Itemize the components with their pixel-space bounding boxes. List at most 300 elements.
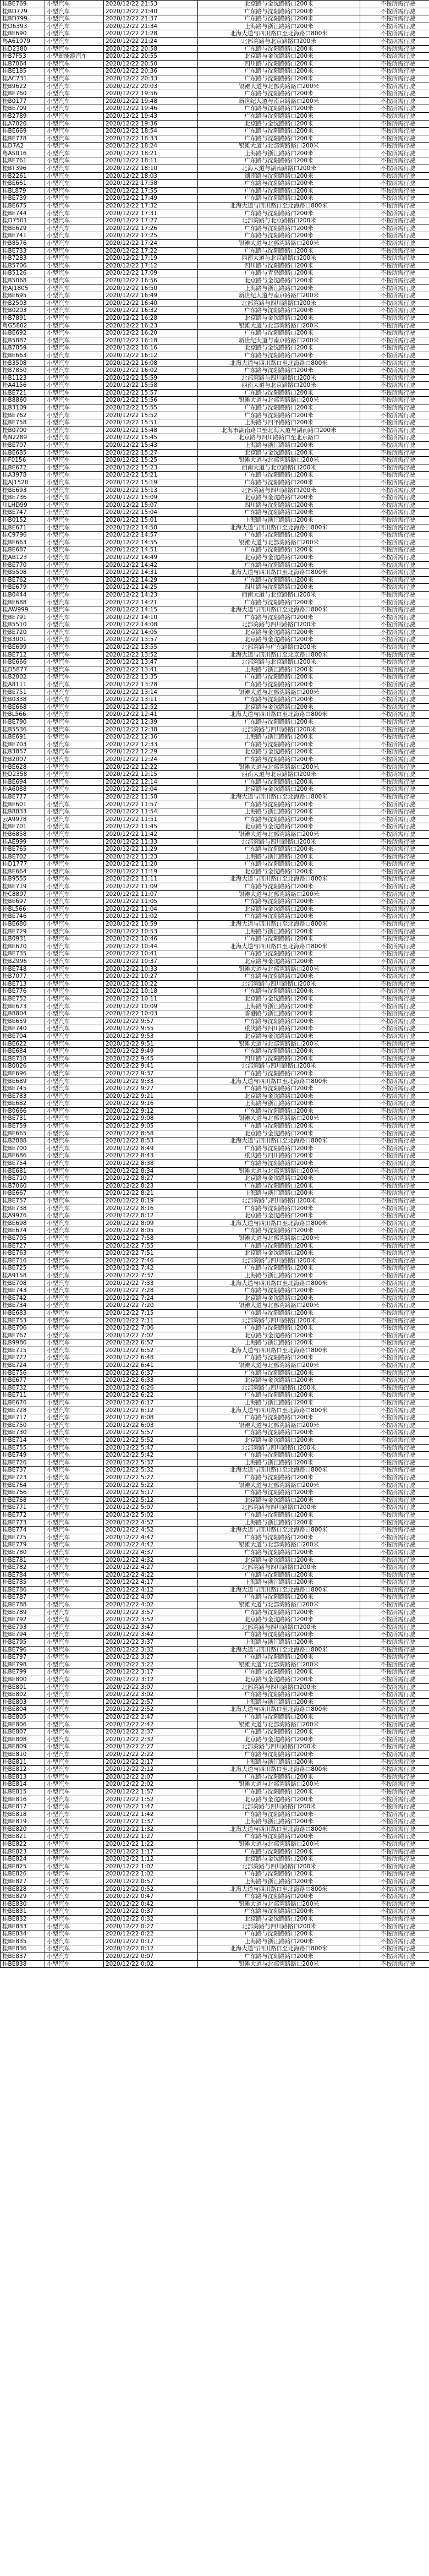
time-cell: 2020/12/22 0:12	[104, 1945, 198, 1953]
time-cell: 2020/12/22 15:52	[104, 412, 198, 419]
violation-cell: 不按所需行驶	[360, 606, 429, 614]
plate-cell: 桂BD779	[1, 8, 45, 15]
plate-cell: 桂BE682	[1, 1100, 45, 1108]
plate-cell: 桂AC731	[1, 75, 45, 83]
violation-cell: 不按所需行驶	[360, 1152, 429, 1160]
location-cell: 北京路与金沈路路口200米	[198, 1796, 360, 1803]
violation-cell: 不按所需行驶	[360, 1467, 429, 1474]
plate-cell: 桂D2358	[1, 771, 45, 779]
location-cell: 北部湾路与广东路路口200米	[198, 644, 360, 652]
location-cell: 上海路与浙江路路口200米	[198, 1272, 360, 1279]
vehicle-type-cell: 小型汽车	[45, 524, 104, 532]
location-cell: 北海大道与四川路口至北海路口800米	[198, 1646, 360, 1654]
table-row	[1, 1504, 429, 1512]
table-row	[1, 703, 429, 711]
violation-cell: 不按所需行驶	[360, 771, 429, 779]
time-cell: 2020/12/22 12:36	[104, 734, 198, 741]
vehicle-type-cell: 小型汽车	[45, 1137, 104, 1145]
violation-cell: 不按所需行驶	[360, 801, 429, 808]
vehicle-type-cell: 小型汽车	[45, 1713, 104, 1721]
violation-cell: 不按所需行驶	[360, 1085, 429, 1093]
table-row	[1, 1729, 429, 1736]
time-cell: 2020/12/22 3:37	[104, 1639, 198, 1647]
time-cell: 2020/12/22 0:27	[104, 1923, 198, 1930]
plate-cell: 桂BE692	[1, 330, 45, 337]
table-row	[1, 1048, 429, 1055]
vehicle-type-cell: 小型汽车	[45, 1698, 104, 1706]
table-row	[1, 1549, 429, 1556]
time-cell: 2020/12/22 18:11	[104, 157, 198, 165]
violation-cell: 不按所需行驶	[360, 1751, 429, 1758]
table-row	[1, 561, 429, 569]
location-cell: 新世纪大道与南京路路口200米	[198, 97, 360, 105]
time-cell: 2020/12/22 17:27	[104, 217, 198, 225]
table-row	[1, 1003, 429, 1010]
vehicle-type-cell: 小型汽车	[45, 1250, 104, 1257]
vehicle-type-cell: 小型汽车	[45, 203, 104, 210]
table-row	[1, 913, 429, 921]
time-cell: 2020/12/22 0:52	[104, 1885, 198, 1893]
location-cell: 上海路与浙江路路口200米	[198, 1818, 360, 1826]
plate-cell: 桂BE722	[1, 1354, 45, 1362]
table-row	[1, 165, 429, 173]
vehicle-type-cell: 小型汽车	[45, 1287, 104, 1295]
vehicle-type-cell: 小型汽车	[45, 816, 104, 823]
time-cell: 2020/12/22 3:57	[104, 1609, 198, 1616]
location-cell: 银滩大道与北部湾路路口200米	[198, 1721, 360, 1729]
table-row	[1, 90, 429, 98]
plate-cell: 桂C9796	[1, 532, 45, 539]
plate-cell: 桂BE767	[1, 1332, 45, 1339]
location-cell: 北部湾路与四川路路口200米	[198, 1743, 360, 1751]
location-cell: 北部湾路与四川路路口200米	[198, 726, 360, 734]
table-row	[1, 1609, 429, 1616]
table-row	[1, 1960, 429, 1968]
plate-cell: 桂B7064	[1, 60, 45, 68]
time-cell: 2020/12/22 6:26	[104, 1384, 198, 1392]
table-row	[1, 262, 429, 270]
time-cell: 2020/12/22 20:55	[104, 53, 198, 61]
violation-cell: 不按所需行驶	[360, 1219, 429, 1227]
location-cell: 广东路与沈阳路路口200米	[198, 898, 360, 906]
plate-cell: 桂BE726	[1, 1459, 45, 1467]
plate-cell: 云A9978	[1, 816, 45, 823]
vehicle-type-cell: 小型汽车	[45, 337, 104, 344]
time-cell: 2020/12/22 4:12	[104, 1586, 198, 1594]
vehicle-type-cell: 小型汽车	[45, 1257, 104, 1265]
vehicle-type-cell: 小型汽车	[45, 1766, 104, 1774]
location-cell: 上海路与浙江路路口200米	[198, 1938, 360, 1945]
vehicle-type-cell: 小型汽车	[45, 980, 104, 988]
table-row	[1, 1527, 429, 1534]
time-cell: 2020/12/22 3:02	[104, 1691, 198, 1699]
vehicle-type-cell: 小型汽车	[45, 1025, 104, 1033]
time-cell: 2020/12/22 12:33	[104, 741, 198, 748]
location-cell: 银滩大道与北部湾路路口200米	[198, 322, 360, 330]
violation-cell: 不按所需行驶	[360, 1519, 429, 1527]
location-cell: 广东路与沈阳路路口200米	[198, 1811, 360, 1818]
location-cell: 北部湾路与四川路路口200米	[198, 1564, 360, 1572]
table-row	[1, 1916, 429, 1923]
violation-cell: 不按所需行驶	[360, 546, 429, 554]
vehicle-type-cell: 小型汽车	[45, 1175, 104, 1183]
vehicle-type-cell: 小型汽车	[45, 1414, 104, 1422]
table-row	[1, 621, 429, 629]
table-row	[1, 1414, 429, 1422]
time-cell: 2020/12/22 8:12	[104, 1212, 198, 1220]
location-cell: 广东路与沈阳路路口200米	[198, 1452, 360, 1459]
vehicle-type-cell: 小型汽车	[45, 1736, 104, 1743]
vehicle-type-cell: 小型汽车	[45, 1916, 104, 1923]
location-cell: 北海大道与四川路口至北海路口800米	[198, 711, 360, 719]
table-row	[1, 344, 429, 352]
vehicle-type-cell: 小型汽车	[45, 412, 104, 419]
location-cell: 西南大道与北京路路口200米	[198, 255, 360, 262]
table-row	[1, 1257, 429, 1265]
plate-cell: 桂BE703	[1, 741, 45, 748]
violation-cell: 不按所需行驶	[360, 330, 429, 337]
time-cell: 2020/12/22 14:23	[104, 591, 198, 599]
table-row	[1, 426, 429, 434]
table-row	[1, 1063, 429, 1070]
plate-cell: 桂BE806	[1, 1721, 45, 1729]
vehicle-type-cell: 小型汽车	[45, 1078, 104, 1085]
vehicle-type-cell: 小型汽车	[45, 726, 104, 734]
violation-cell: 不按所需行驶	[360, 187, 429, 195]
location-cell: 银滩大道与北部湾路路口200米	[198, 1421, 360, 1429]
location-cell: 广东路与沈阳路路口200米	[198, 1085, 360, 1093]
violation-cell: 不按所需行驶	[360, 651, 429, 659]
location-cell: 广东路与沈阳路路口200米	[198, 1429, 360, 1437]
table-row	[1, 494, 429, 502]
vehicle-type-cell: 小型汽车	[45, 614, 104, 621]
plate-cell: 桂B7859	[1, 344, 45, 352]
vehicle-type-cell: 小型汽车	[45, 262, 104, 270]
violation-cell: 不按所需行驶	[360, 516, 429, 524]
violation-cell: 不按所需行驶	[360, 1115, 429, 1123]
location-cell: 上海路与浙江路路口200米	[198, 928, 360, 936]
table-row	[1, 936, 429, 943]
violation-cell: 不按所需行驶	[360, 128, 429, 135]
plate-cell: 桂B0700	[1, 426, 45, 434]
violation-cell: 不按所需行驶	[360, 1871, 429, 1878]
time-cell: 2020/12/22 1:52	[104, 1796, 198, 1803]
time-cell: 2020/12/22 10:22	[104, 980, 198, 988]
location-cell: 北海大道与四川路口至北海路口800米	[198, 876, 360, 883]
table-row	[1, 75, 429, 83]
location-cell: 广东路与沈阳路路口200米	[198, 210, 360, 217]
vehicle-type-cell: 小型汽车	[45, 1721, 104, 1729]
violation-cell: 不按所需行驶	[360, 172, 429, 180]
table-row	[1, 1489, 429, 1497]
time-cell: 2020/12/22 16:49	[104, 292, 198, 300]
location-cell: 广东路与沈阳路路口200米	[198, 112, 360, 120]
time-cell: 2020/12/22 14:29	[104, 576, 198, 584]
vehicle-type-cell: 小型汽车	[45, 1541, 104, 1549]
violation-cell: 不按所需行驶	[360, 1788, 429, 1796]
time-cell: 2020/12/22 13:52	[104, 651, 198, 659]
vehicle-type-cell: 小型汽车	[45, 210, 104, 217]
table-row	[1, 524, 429, 532]
time-cell: 2020/12/22 20:36	[104, 68, 198, 75]
violation-cell: 不按所需行驶	[360, 1601, 429, 1609]
vehicle-type-cell: 小型汽车	[45, 1145, 104, 1152]
location-cell: 广东路与沈阳路路口200米	[198, 128, 360, 135]
vehicle-type-cell: 小型汽车	[45, 1325, 104, 1332]
table-row	[1, 1437, 429, 1445]
table-row	[1, 1332, 429, 1339]
time-cell: 2020/12/22 11:51	[104, 816, 198, 823]
time-cell: 2020/12/22 15:21	[104, 472, 198, 479]
time-cell: 2020/12/22 12:39	[104, 719, 198, 726]
location-cell: 广东路与沈阳路路口200米	[198, 1145, 360, 1152]
vehicle-type-cell: 小型汽车	[45, 801, 104, 808]
time-cell: 2020/12/22 11:05	[104, 898, 198, 906]
violation-table-body	[1, 1, 429, 1968]
table-row	[1, 314, 429, 322]
location-cell: 北部湾路与四川路路口200米	[198, 1923, 360, 1930]
location-cell: 广东路与沈阳路路口200米	[198, 1594, 360, 1601]
vehicle-type-cell: 小型汽车	[45, 950, 104, 958]
violation-cell: 不按所需行驶	[360, 793, 429, 801]
table-row	[1, 1130, 429, 1137]
plate-cell: 桂BE771	[1, 1504, 45, 1512]
vehicle-type-cell: 小型汽车	[45, 299, 104, 307]
plate-cell: 桂BE810	[1, 1751, 45, 1758]
location-cell: 北京路与金沈路路口200米	[198, 995, 360, 1003]
plate-cell: 桂A7020	[1, 120, 45, 128]
location-cell: 北部湾路与四川路路口200米	[198, 838, 360, 846]
violation-cell: 不按所需行驶	[360, 1003, 429, 1010]
time-cell: 2020/12/22 8:49	[104, 1145, 198, 1152]
time-cell: 2020/12/22 12:29	[104, 748, 198, 756]
vehicle-type-cell: 小型汽车	[45, 1841, 104, 1848]
vehicle-type-cell: 小型汽车	[45, 8, 104, 15]
plate-cell: 桂AB123	[1, 554, 45, 561]
vehicle-type-cell: 小型汽车	[45, 1421, 104, 1429]
plate-cell: 桂BE675	[1, 203, 45, 210]
time-cell: 2020/12/22 11:23	[104, 853, 198, 861]
vehicle-type-cell: 小型汽车	[45, 30, 104, 38]
time-cell: 2020/12/22 14:21	[104, 599, 198, 606]
plate-cell: 桂BE816	[1, 1796, 45, 1803]
vehicle-type-cell: 小型汽车	[45, 1362, 104, 1370]
location-cell: 广东路与沈阳路路口200米	[198, 1392, 360, 1399]
table-row	[1, 23, 429, 30]
violation-cell: 不按所需行驶	[360, 8, 429, 15]
time-cell: 2020/12/22 15:13	[104, 486, 198, 494]
time-cell: 2020/12/22 7:24	[104, 1294, 198, 1302]
violation-cell: 不按所需行驶	[360, 307, 429, 315]
vehicle-type-cell: 小型汽车	[45, 1317, 104, 1325]
location-cell: 银滩大道与北部湾路路口200米	[198, 1040, 360, 1048]
table-row	[1, 68, 429, 75]
location-cell: 广东路与沈阳路路口200米	[198, 1070, 360, 1078]
plate-cell: 桂BE706	[1, 1325, 45, 1332]
location-cell: 银滩大道与北部湾路路口200米	[198, 1481, 360, 1489]
vehicle-type-cell: 小型汽车	[45, 838, 104, 846]
vehicle-type-cell: 小型汽车	[45, 37, 104, 45]
location-cell: 北部湾路与四川路路口200米	[198, 1063, 360, 1070]
location-cell: 重庆路与四川路路口200米	[198, 1025, 360, 1033]
location-cell: 北京路与金沈路路口200米	[198, 53, 360, 61]
plate-cell: 川LHD99	[1, 501, 45, 509]
time-cell: 2020/12/22 12:14	[104, 778, 198, 786]
violation-cell: 不按所需行驶	[360, 90, 429, 98]
violation-cell: 不按所需行驶	[360, 1534, 429, 1541]
vehicle-type-cell: 小型汽车	[45, 486, 104, 494]
vehicle-type-cell: 小型汽车	[45, 434, 104, 442]
violation-cell: 不按所需行驶	[360, 1571, 429, 1579]
table-row	[1, 307, 429, 315]
location-cell: 上海路与浙江路路口200米	[198, 1399, 360, 1407]
table-row	[1, 943, 429, 950]
vehicle-type-cell: 小型汽车	[45, 1623, 104, 1631]
vehicle-type-cell: 小型汽车	[45, 561, 104, 569]
table-row	[1, 210, 429, 217]
table-row	[1, 1863, 429, 1871]
vehicle-type-cell: 小型汽车	[45, 120, 104, 128]
location-cell: 北海大道与四川路口至北海路口800米	[198, 1885, 360, 1893]
violation-cell: 不按所需行驶	[360, 442, 429, 450]
vehicle-type-cell: 小型汽车	[45, 1519, 104, 1527]
vehicle-type-cell: 小型汽车	[45, 1743, 104, 1751]
time-cell: 2020/12/22 19:46	[104, 105, 198, 113]
location-cell: 北京路与金沈路路口200米	[198, 1332, 360, 1339]
plate-cell: 桂BD799	[1, 15, 45, 23]
violation-cell: 不按所需行驶	[360, 628, 429, 636]
violation-cell: 不按所需行驶	[360, 1743, 429, 1751]
table-row	[1, 876, 429, 883]
vehicle-type-cell: 小型汽车	[45, 1481, 104, 1489]
location-cell: 上海路与浙江路路口200米	[198, 1003, 360, 1010]
location-cell: 银滩大道与北部湾路路口200米	[198, 1234, 360, 1242]
table-row	[1, 808, 429, 816]
table-row	[1, 1713, 429, 1721]
plate-cell: 桂A9158	[1, 1272, 45, 1279]
violation-cell: 不按所需行驶	[360, 950, 429, 958]
plate-cell: 桂BL566	[1, 711, 45, 719]
location-cell: 广东路与沈阳路路口200米	[198, 1511, 360, 1519]
plate-cell: 桂AJ1520	[1, 479, 45, 487]
vehicle-type-cell: 小型汽车	[45, 1123, 104, 1130]
location-cell: 广东路与沈阳路路口200米	[198, 913, 360, 921]
table-row	[1, 1032, 429, 1040]
time-cell: 2020/12/22 11:33	[104, 838, 198, 846]
violation-cell: 不按所需行驶	[360, 203, 429, 210]
time-cell: 2020/12/22 1:42	[104, 1811, 198, 1818]
location-cell: 广东路与沈阳路路口200米	[198, 1489, 360, 1497]
location-cell: 上海路与浙江路路口200米	[198, 1459, 360, 1467]
vehicle-type-cell: 小型汽车	[45, 1384, 104, 1392]
time-cell: 2020/12/22 14:25	[104, 584, 198, 592]
vehicle-type-cell: 小型汽车	[45, 426, 104, 434]
time-cell: 2020/12/22 9:45	[104, 1055, 198, 1063]
time-cell: 2020/12/22 2:47	[104, 1713, 198, 1721]
table-row	[1, 1152, 429, 1160]
time-cell: 2020/12/22 9:55	[104, 1025, 198, 1033]
time-cell: 2020/12/22 7:15	[104, 1309, 198, 1317]
table-row	[1, 419, 429, 427]
location-cell: 北部湾路与四川路路口200米	[198, 1257, 360, 1265]
table-row	[1, 554, 429, 561]
time-cell: 2020/12/22 2:52	[104, 1706, 198, 1714]
location-cell: 广东路与沈阳路路口200米	[198, 1930, 360, 1938]
location-cell: 上海路与浙江路路口200米	[198, 1579, 360, 1587]
table-row	[1, 374, 429, 382]
vehicle-type-cell: 小型汽车	[45, 1818, 104, 1826]
plate-cell: 桂BE745	[1, 1085, 45, 1093]
time-cell: 2020/12/22 4:27	[104, 1564, 198, 1572]
location-cell: 北京路与金沈路路口200米	[198, 1032, 360, 1040]
table-row	[1, 203, 429, 210]
time-cell: 2020/12/22 17:49	[104, 195, 198, 203]
violation-cell: 不按所需行驶	[360, 1025, 429, 1033]
table-row	[1, 1848, 429, 1856]
time-cell: 2020/12/22 8:19	[104, 1197, 198, 1205]
vehicle-type-cell: 小型汽车	[45, 688, 104, 696]
location-cell: 广东路与沈阳路路口200米	[198, 412, 360, 419]
location-cell: 银滩大道与北部湾路路口200米	[198, 143, 360, 150]
table-row	[1, 726, 429, 734]
time-cell: 2020/12/22 10:33	[104, 965, 198, 973]
location-cell: 广东路与沈阳路路口200米	[198, 195, 360, 203]
table-row	[1, 1818, 429, 1826]
vehicle-type-cell: 小型汽车	[45, 621, 104, 629]
vehicle-type-cell: 小型汽车	[45, 681, 104, 689]
vehicle-type-cell: 小型汽车	[45, 1811, 104, 1818]
time-cell: 2020/12/22 7:55	[104, 1242, 198, 1250]
table-row	[1, 576, 429, 584]
location-cell: 广东路与沈阳路路口200米	[198, 1534, 360, 1541]
time-cell: 2020/12/22 4:37	[104, 1549, 198, 1556]
table-row	[1, 928, 429, 936]
vehicle-type-cell: 小型汽车	[45, 628, 104, 636]
vehicle-type-cell: 小型汽车	[45, 359, 104, 367]
location-cell: 上海路与浙江路路口200米	[198, 1639, 360, 1647]
location-cell: 广东路与沈阳路路口200米	[198, 1713, 360, 1721]
violation-cell: 不按所需行驶	[360, 165, 429, 173]
violation-cell: 不按所需行驶	[360, 240, 429, 248]
vehicle-type-cell: 小型汽车	[45, 1654, 104, 1661]
violation-cell: 不按所需行驶	[360, 1452, 429, 1459]
table-row	[1, 1885, 429, 1893]
location-cell: 广东路与沈阳路路口200米	[198, 68, 360, 75]
violation-cell: 不按所需行驶	[360, 928, 429, 936]
table-row	[1, 1781, 429, 1789]
location-cell: 广东路与沈阳路路口200米	[198, 1242, 360, 1250]
vehicle-type-cell: 小型汽车	[45, 1429, 104, 1437]
time-cell: 2020/12/22 5:07	[104, 1504, 198, 1512]
table-row	[1, 449, 429, 457]
location-cell: 北京路与金沈路路口200米	[198, 449, 360, 457]
vehicle-type-cell: 小型汽车	[45, 883, 104, 891]
violation-cell: 不按所需行驶	[360, 1893, 429, 1901]
vehicle-type-cell: 小型汽车	[45, 150, 104, 157]
location-cell: 广东路与沈阳路路口200米	[198, 1474, 360, 1481]
table-row	[1, 120, 429, 128]
vehicle-type-cell: 小型汽车	[45, 1489, 104, 1497]
table-row	[1, 397, 429, 404]
location-cell: 北京路与金沈路路口200米	[198, 1856, 360, 1863]
vehicle-type-cell: 小型汽车	[45, 247, 104, 255]
plate-cell: 桂BE737	[1, 1467, 45, 1474]
time-cell: 2020/12/22 15:55	[104, 404, 198, 412]
violation-cell: 不按所需行驶	[360, 1803, 429, 1811]
plate-cell: 桂BE779	[1, 1541, 45, 1549]
time-cell: 2020/12/22 10:27	[104, 973, 198, 981]
violation-cell: 不按所需行驶	[360, 75, 429, 83]
